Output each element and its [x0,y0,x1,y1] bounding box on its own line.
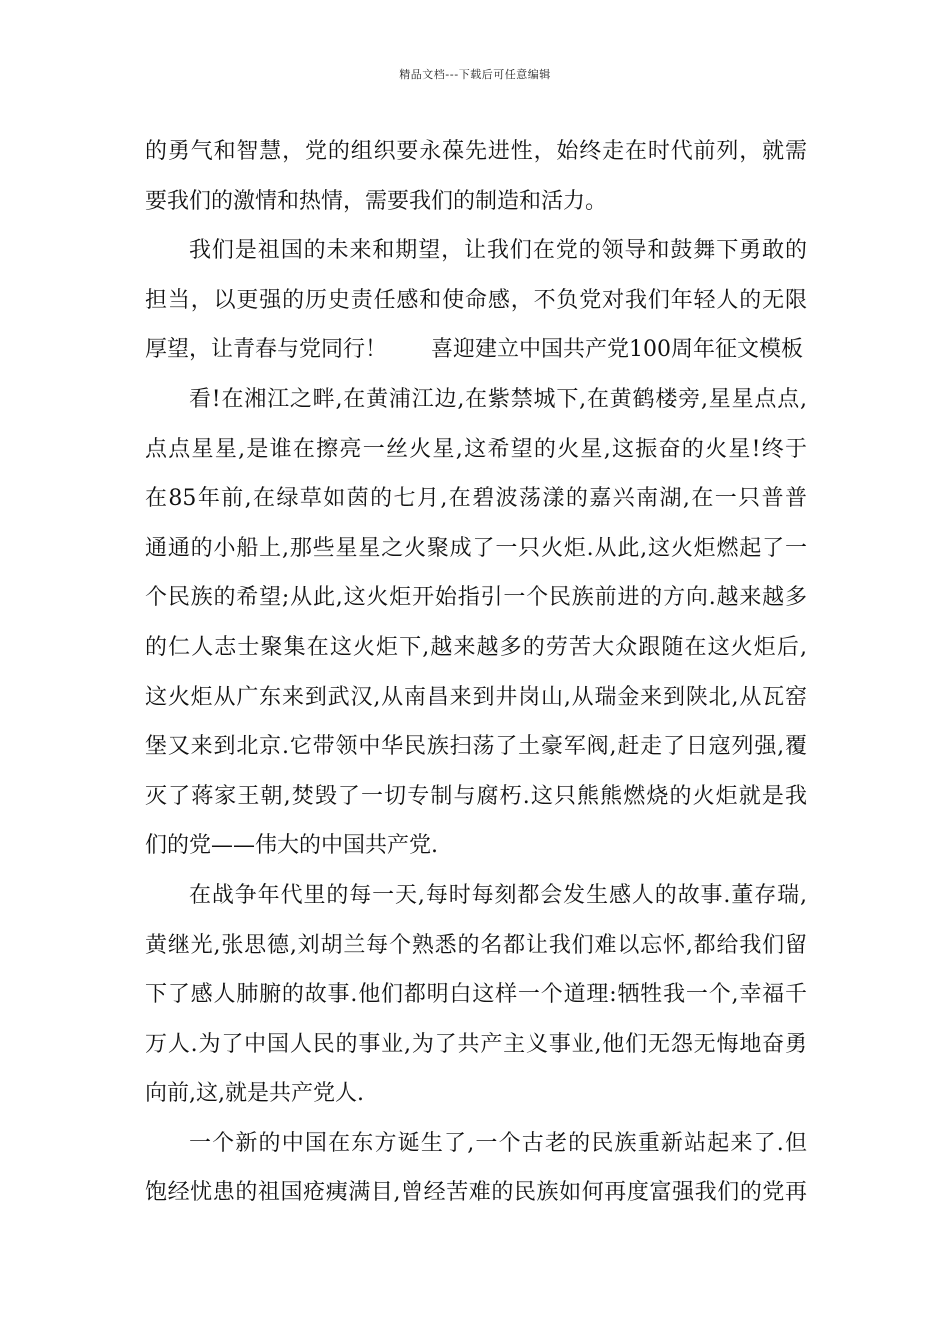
text-line: 下了感人肺腑的故事.他们都明白这样一个道理:牺牲我一个,幸福千 [145,982,807,1008]
text-line: 饱经忧患的祖国疮痍满目,曾经苦难的民族如何再度富强我们的党再 [145,1180,807,1206]
paragraph [145,231,807,380]
text-line: 的仁人志士聚集在这火炬下,越来越多的劳苦大众跟随在这火炬后, [145,634,807,660]
text-line: 要我们的激情和热情，需要我们的制造和活力。 [145,188,608,214]
text-line: 在战争年代里的每一天,每时每刻都会发生感人的故事.董存瑞, [189,882,807,908]
paragraph [145,380,807,876]
text-line: 们的党——伟大的中国共产党. [145,833,438,859]
paragraph [145,1124,807,1223]
text-line: 向前,这,就是共产党人. [145,1081,364,1107]
text-line: 的勇气和智慧，党的组织要永葆先进性，始终走在时代前列，就需 [145,139,807,164]
text-line: 万人.为了中国人民的事业,为了共产主义事业,他们无怨无悔地奋勇 [145,1031,807,1057]
text-line: 担当，以更强的历史责任感和使命感，不负党对我们年轻人的无限 [145,287,807,313]
document-body [145,132,807,1223]
paragraph [145,132,807,231]
text-line: 厚望，让青春与党同行！ 喜迎建立中国共产党100周年征文模板 [145,337,803,363]
text-line: 灭了蒋家王朝,焚毁了一切专制与腐朽.这只熊熊燃烧的火炬就是我 [145,783,807,809]
text-line: 点点星星,是谁在擦亮一丝火星,这希望的火星,这振奋的火星!终于 [145,436,807,462]
text-line: 这火炬从广东来到武汉,从南昌来到井岗山,从瑞金来到陕北,从瓦窑 [145,684,807,710]
page-header: 精品文档---下载后可任意编辑 [399,68,551,81]
paragraph [145,876,807,1124]
text-line: 堡又来到北京.它带领中华民族扫荡了土豪军阀,赶走了日寇列强,覆 [145,734,807,760]
text-line: 通通的小船上,那些星星之火聚成了一只火炬.从此,这火炬燃起了一 [145,535,807,561]
text-line: 在85年前,在绿草如茵的七月,在碧波荡漾的嘉兴南湖,在一只普普 [145,486,807,512]
text-line: 我们是祖国的未来和期望，让我们在党的领导和鼓舞下勇敢的 [189,238,807,264]
text-line: 黄继光,张思德,刘胡兰每个熟悉的名都让我们难以忘怀,都给我们留 [145,932,807,958]
text-line: 看!在湘江之畔,在黄浦江边,在紫禁城下,在黄鹤楼旁,星星点点, [189,386,807,412]
text-line: 一个新的中国在东方诞生了,一个古老的民族重新站起来了.但 [189,1130,807,1156]
text-line: 个民族的希望;从此,这火炬开始指引一个民族前进的方向.越来越多 [145,585,807,611]
